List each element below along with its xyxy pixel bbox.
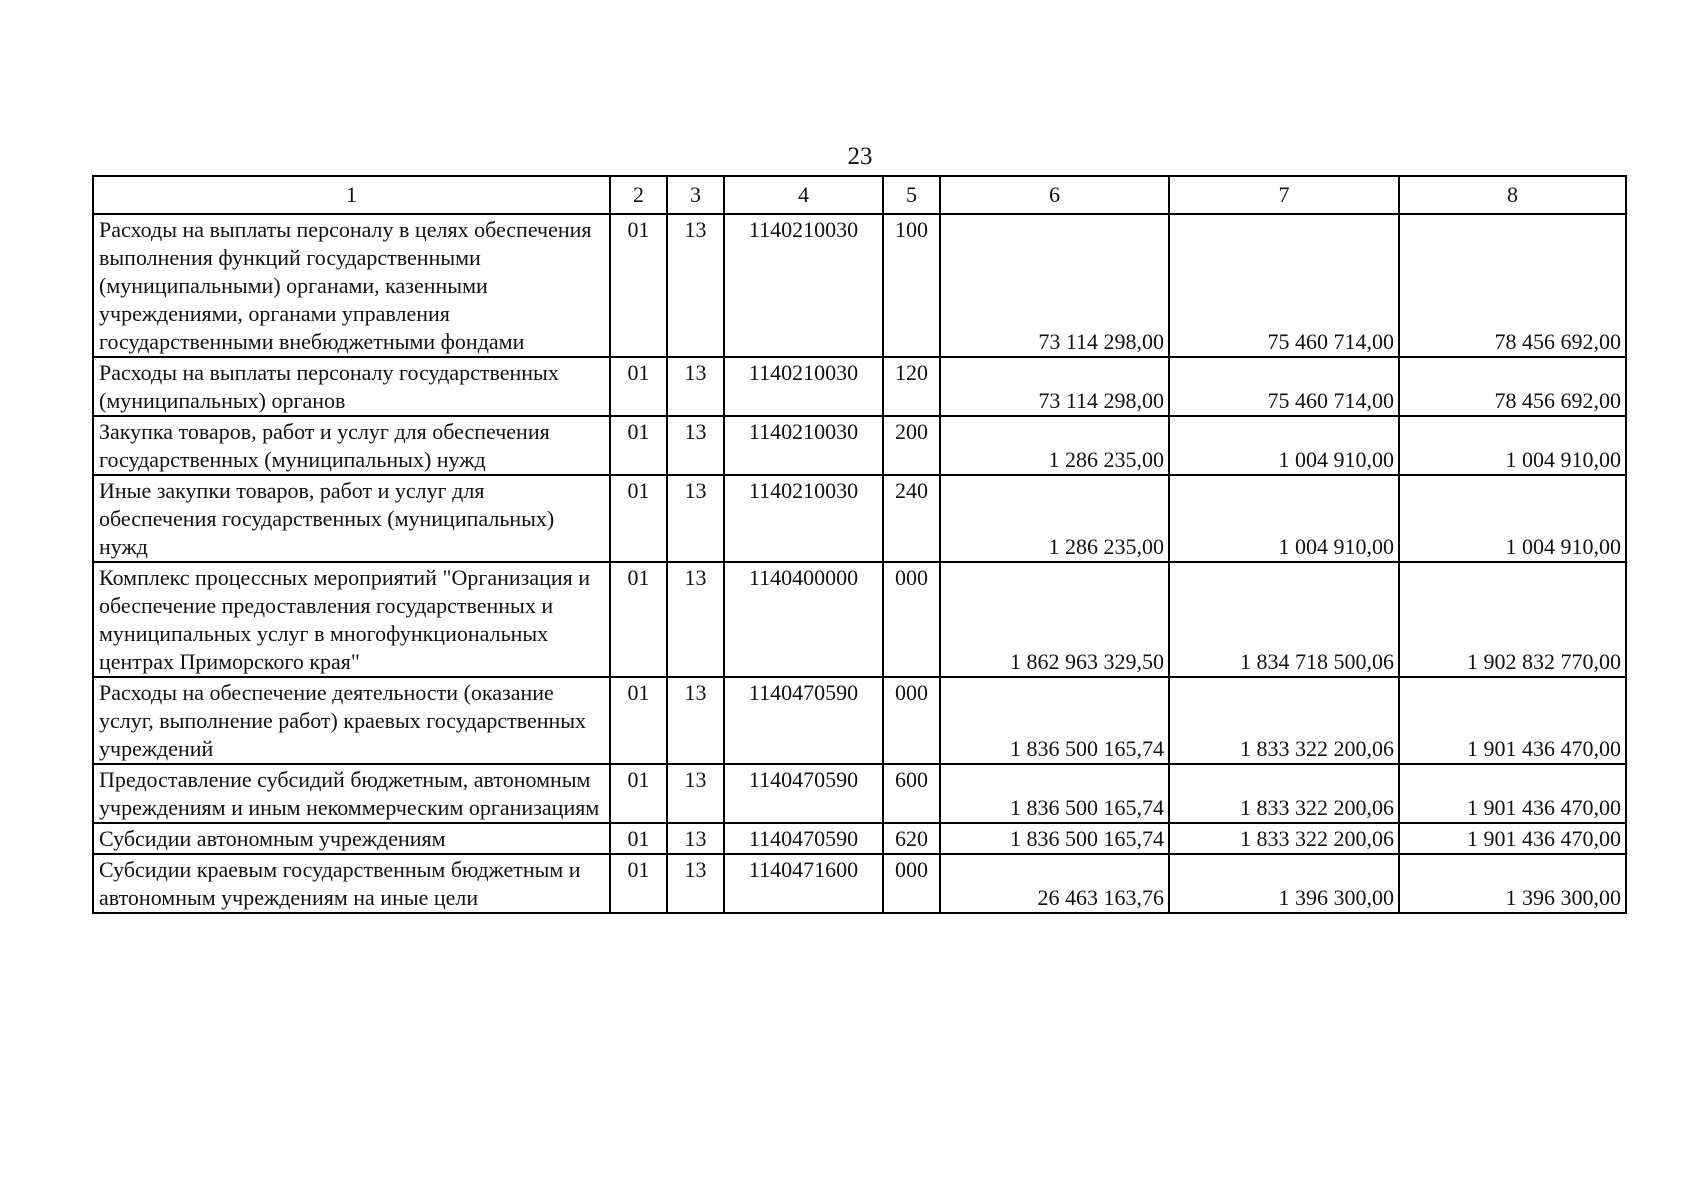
target-article-code: 1140470590: [724, 677, 883, 764]
section-code: 01: [610, 764, 667, 823]
amount-year-1: 1 836 500 165,74: [940, 823, 1169, 854]
target-article-code: 1140210030: [724, 475, 883, 562]
target-article-code: 1140210030: [724, 357, 883, 416]
expense-type-code: 100: [883, 214, 940, 357]
amount-year-2: 1 833 322 200,06: [1169, 823, 1399, 854]
expense-type-code: 000: [883, 854, 940, 913]
column-header: 3: [667, 176, 724, 214]
table-row: [93, 475, 1626, 562]
table-row: [93, 562, 1626, 677]
amount-year-2: 1 396 300,00: [1169, 854, 1399, 913]
amount-year-1: 73 114 298,00: [940, 214, 1169, 357]
amount-year-1: 26 463 163,76: [940, 854, 1169, 913]
subsection-code: 13: [667, 677, 724, 764]
amount-year-2: 75 460 714,00: [1169, 214, 1399, 357]
expense-name: Субсидии автономным учреждениям: [93, 823, 610, 854]
section-code: 01: [610, 214, 667, 357]
amount-year-2: 75 460 714,00: [1169, 357, 1399, 416]
amount-year-1: 1 286 235,00: [940, 475, 1169, 562]
table-row: [93, 357, 1626, 416]
amount-year-3: 1 902 832 770,00: [1399, 562, 1626, 677]
target-article-code: 1140471600: [724, 854, 883, 913]
amount-year-2: 1 004 910,00: [1169, 475, 1399, 562]
expense-name: Расходы на выплаты персоналу в целях обеспечения выполнения функций государственными (муниципальными) органами, казенными учреждениями, органами управления государственными внебюджетными фондами: [93, 214, 610, 357]
expense-type-code: 620: [883, 823, 940, 854]
target-article-code: 1140470590: [724, 823, 883, 854]
table-row: [93, 677, 1626, 764]
table-row: [93, 214, 1626, 357]
amount-year-2: 1 833 322 200,06: [1169, 764, 1399, 823]
subsection-code: 13: [667, 475, 724, 562]
section-code: 01: [610, 823, 667, 854]
column-header: 4: [724, 176, 883, 214]
expense-name: Расходы на выплаты персоналу государственных (муниципальных) органов: [93, 357, 610, 416]
amount-year-3: 1 901 436 470,00: [1399, 764, 1626, 823]
subsection-code: 13: [667, 764, 724, 823]
expense-type-code: 000: [883, 562, 940, 677]
target-article-code: 1140210030: [724, 416, 883, 475]
expense-type-code: 240: [883, 475, 940, 562]
expense-name: Субсидии краевым государственным бюджетным и автономным учреждениям на иные цели: [93, 854, 610, 913]
column-header: 2: [610, 176, 667, 214]
amount-year-2: 1 834 718 500,06: [1169, 562, 1399, 677]
subsection-code: 13: [667, 214, 724, 357]
section-code: 01: [610, 562, 667, 677]
expense-type-code: 000: [883, 677, 940, 764]
amount-year-2: 1 004 910,00: [1169, 416, 1399, 475]
expense-name: Расходы на обеспечение деятельности (оказание услуг, выполнение работ) краевых государственных учреждений: [93, 677, 610, 764]
table-row: [93, 823, 1626, 854]
section-code: 01: [610, 854, 667, 913]
column-header: 1: [93, 176, 610, 214]
amount-year-3: 1 396 300,00: [1399, 854, 1626, 913]
amount-year-3: 78 456 692,00: [1399, 357, 1626, 416]
subsection-code: 13: [667, 357, 724, 416]
amount-year-3: 1 901 436 470,00: [1399, 823, 1626, 854]
section-code: 01: [610, 416, 667, 475]
expense-name: Закупка товаров, работ и услуг для обеспечения государственных (муниципальных) нужд: [93, 416, 610, 475]
column-header: 8: [1399, 176, 1626, 214]
page-number: 23: [847, 143, 873, 170]
table-row: [93, 416, 1626, 475]
budget-table: [92, 175, 1627, 914]
column-header: 5: [883, 176, 940, 214]
table-body: [93, 176, 1626, 913]
section-code: 01: [610, 475, 667, 562]
section-code: 01: [610, 677, 667, 764]
table-row: [93, 854, 1626, 913]
amount-year-1: 1 836 500 165,74: [940, 764, 1169, 823]
target-article-code: 1140470590: [724, 764, 883, 823]
subsection-code: 13: [667, 854, 724, 913]
amount-year-3: 1 004 910,00: [1399, 475, 1626, 562]
expense-name: Предоставление субсидий бюджетным, автономным учреждениям и иным некоммерческим организациям: [93, 764, 610, 823]
expense-name: Иные закупки товаров, работ и услуг для обеспечения государственных (муниципальных) нужд: [93, 475, 610, 562]
expense-name: Комплекс процессных мероприятий "Организация и обеспечение предоставления государственных и муниципальных услуг в многофункциональных центрах Приморского края": [93, 562, 610, 677]
expense-type-code: 600: [883, 764, 940, 823]
amount-year-1: 73 114 298,00: [940, 357, 1169, 416]
amount-year-1: 1 862 963 329,50: [940, 562, 1169, 677]
subsection-code: 13: [667, 562, 724, 677]
section-code: 01: [610, 357, 667, 416]
amount-year-1: 1 286 235,00: [940, 416, 1169, 475]
amount-year-3: 1 004 910,00: [1399, 416, 1626, 475]
column-number-row: [93, 176, 1626, 214]
column-header: 6: [940, 176, 1169, 214]
amount-year-2: 1 833 322 200,06: [1169, 677, 1399, 764]
expense-type-code: 200: [883, 416, 940, 475]
expense-type-code: 120: [883, 357, 940, 416]
target-article-code: 1140210030: [724, 214, 883, 357]
subsection-code: 13: [667, 823, 724, 854]
table-row: [93, 764, 1626, 823]
subsection-code: 13: [667, 416, 724, 475]
column-header: 7: [1169, 176, 1399, 214]
amount-year-3: 1 901 436 470,00: [1399, 677, 1626, 764]
amount-year-3: 78 456 692,00: [1399, 214, 1626, 357]
amount-year-1: 1 836 500 165,74: [940, 677, 1169, 764]
target-article-code: 1140400000: [724, 562, 883, 677]
